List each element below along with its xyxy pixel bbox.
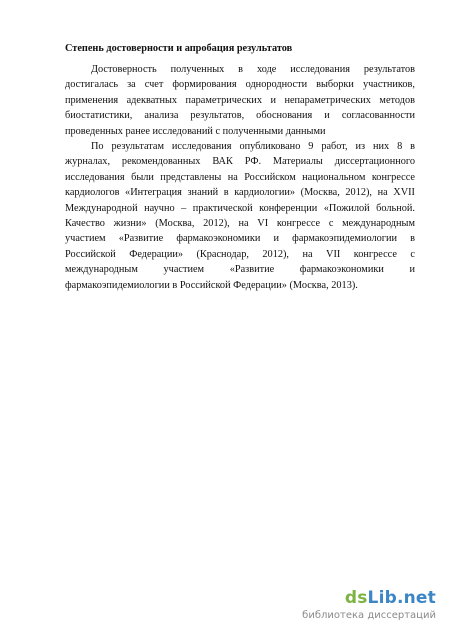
text-line: журналах, рекомендованных ВАК РФ. Материалы диссертационного [65,156,415,168]
text-line: Российской Федерации» (Краснодар, 2012), на VII конгрессе с [65,248,415,260]
text-line: достигалась за счет формирования однородности выборки участников, [65,79,415,91]
text-line: применения адекватных параметрических и непараметрических методов [65,94,415,106]
watermark-brand-part2: Lib.net [367,588,436,608]
text-line: биостатистики, анализа результатов, обоснования и согласованности [65,110,415,122]
document-body [65,42,415,293]
text-line: Качество жизни» (Москва, 2012), на VI конгрессе с международным [65,218,415,230]
paragraph-approbation [65,139,415,293]
text-line: Международной научно – практической конференции «Пожилой больной. [65,202,415,214]
watermark-brand-part1: ds [344,588,368,608]
text-line: кардиологов «Интеграция знаний в кардиологии» (Москва, 2012), на XVII [65,187,415,199]
watermark-brand [345,588,436,608]
text-line: участием «Развитие фармакоэкономики и фармакоэпидемиологии в [65,233,415,245]
section-heading: Степень достоверности и апробация результатов [65,43,293,54]
text-line: фармакоэпидемиологии в Российской Федерации» (Москва, 2013). [65,279,358,291]
paragraph-reliability [65,62,415,139]
text-line: исследования были представлены на Российском национальном конгрессе [65,171,415,183]
text-line: проведенных ранее исследований с полученными данными [65,125,326,137]
dslib-watermark-logo [296,588,436,628]
watermark-tagline: библиотека диссертаций [302,610,436,621]
text-line: международным участием «Развитие фармакоэкономики и [65,264,415,276]
text-line: Достоверность полученных в ходе исследования результатов [91,64,415,75]
text-line: По результатам исследования опубликовано 9 работ, из них 8 в [91,141,415,153]
